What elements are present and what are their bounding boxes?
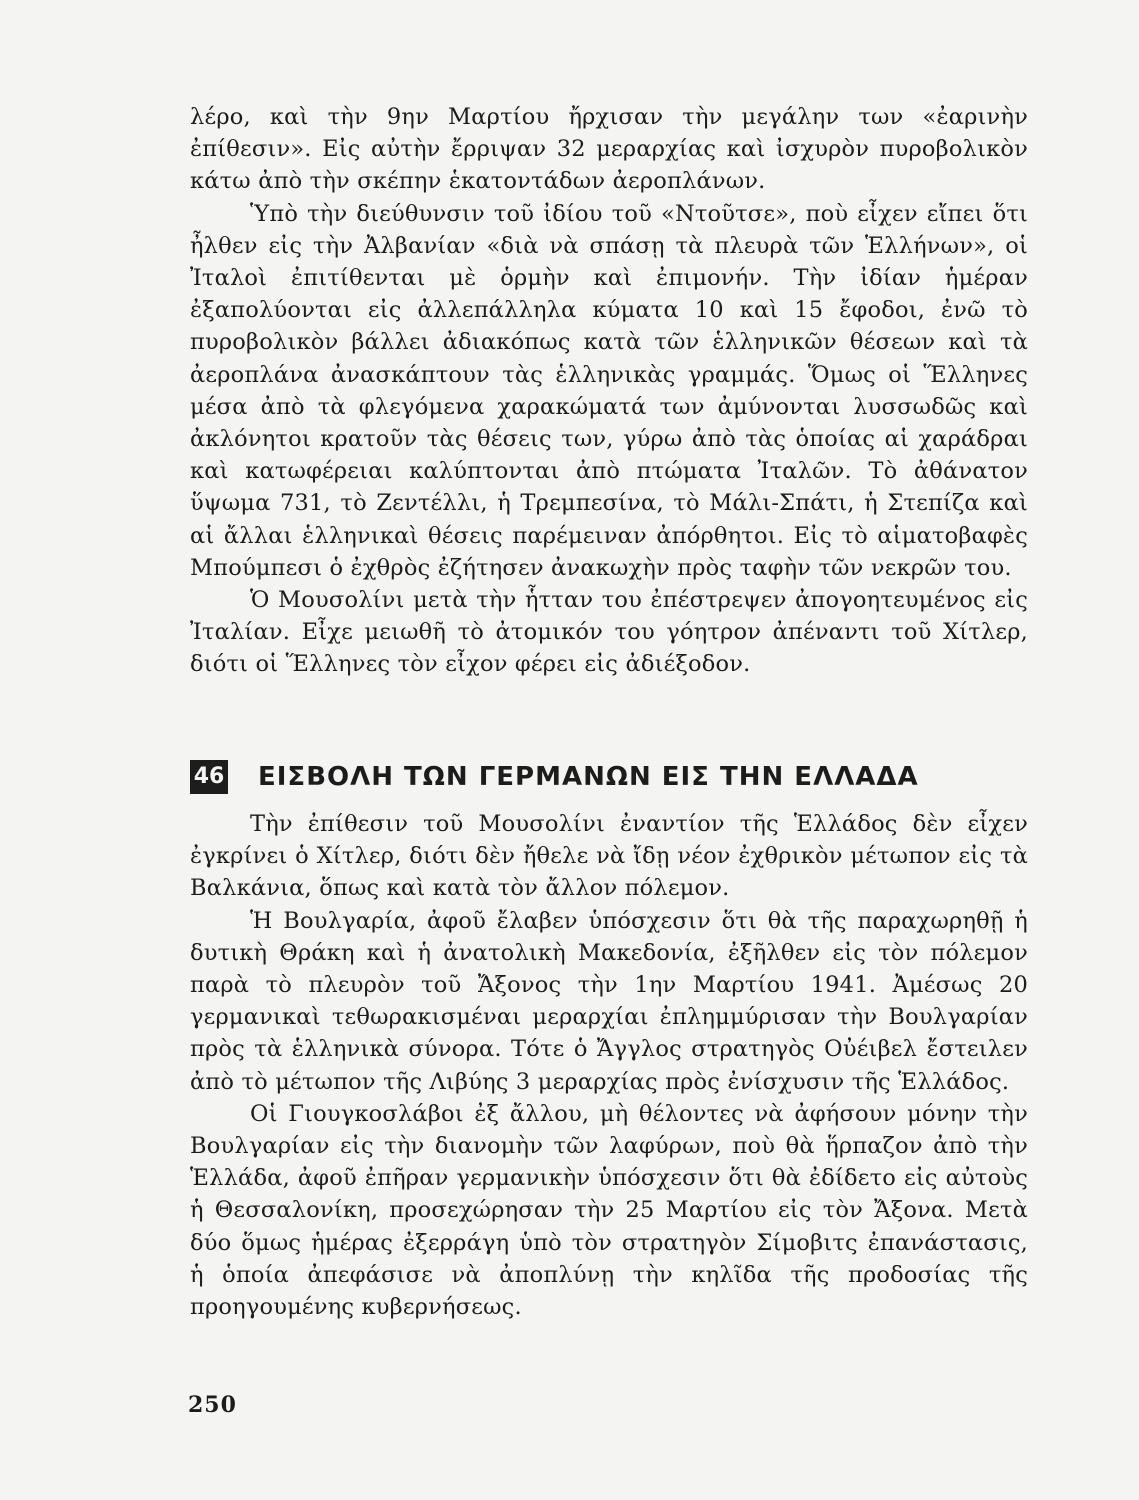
bottom-text-block (190, 808, 1028, 1323)
paragraph-hitler: Τὴν ἐπίθεσιν τοῦ Μουσολίνι ἐναντίον τῆς Ἑλλάδος δὲν εἶχεν ἐγκρίνει ὁ Χίτλερ, διότι δὲν ἤθελε νὰ ἴδῃ νέον ἐχθρικὸν μέτωπον εἰς τὰ Βαλκάνια, ὅπως καὶ κατὰ τὸν ἄλλον πόλεμον. (190, 811, 1028, 902)
paragraph-mussolini-return: Ὁ Μουσολίνι μετὰ τὴν ἧτταν του ἐπέστρεψεν ἀπογοητευμένος εἰς Ἰταλίαν. Εἶχε μειωθῆ τὸ ἀτομικόν του γόητρον ἀπέναντι τοῦ Χίτλερ, διότι οἱ Ἕλληνες τὸν εἶχον φέρει εἰς ἀδιέξοδον. (190, 587, 1028, 678)
section-number-badge: 46 (190, 760, 228, 794)
paragraph-yugoslavs: Οἱ Γιουγκοσλάβοι ἐξ ἄλλου, μὴ θέλοντες νὰ ἀφήσουν μόνην τὴν Βουλγαρίαν εἰς τὴν διανομὴν τῶν λαφύρων, ποὺ θὰ ἥρπαζον ἀπὸ τὴν Ἑλλάδα, ἀφοῦ ἐπῆραν γερμανικὴν ὑπόσχεσιν ὅτι θὰ ἐδίδετο εἰς αὐτοὺς ἡ Θεσσαλονίκη, προσεχώρησαν τὴν 25 Μαρτίου εἰς τὸν Ἄξονα. Μετὰ δύο ὅμως ἡμέρας ἐξερράγη ὑπὸ τὸν στρατηγὸν Σίμοβιτς ἐπανάστασις, ἡ ὁποία ἀπεφάσισε νὰ ἀποπλύνῃ τὴν κηλῖδα τῆς προδοσίας τῆς προηγουμένης κυβερνήσεως. (190, 1100, 1028, 1321)
page-number: 250 (188, 1392, 237, 1418)
paragraph-bulgaria: Ἡ Βουλγαρία, ἀφοῦ ἔλαβεν ὑπόσχεσιν ὅτι θὰ τῆς παραχωρηθῇ ἡ δυτικὴ Θράκη καὶ ἡ ἀνατολικὴ Μακεδονία, ἐξῆλθεν εἰς τὸν πόλεμον παρὰ τὸ πλευρὸν τοῦ Ἄξονος τὴν 1ην Μαρτίου 1941. Ἀμέσως 20 γερμανικαὶ τεθωρακισμέναι μεραρχίαι ἐπλημμύρισαν τὴν Βουλγαρίαν πρὸς τὰ ἑλληνικὰ σύνορα. Τότε ὁ Ἄγγλος στρατηγὸς Οὐέιβελ ἔστειλεν ἀπὸ τὸ μέτωπον τῆς Λιβύης 3 μεραρχίας πρὸς ἐνίσχυσιν τῆς Ἑλλάδος. (190, 907, 1028, 1095)
top-text-block (190, 101, 1028, 681)
section-title: ΕΙΣΒΟΛΗ ΤΩΝ ΓΕΡΜΑΝΩΝ ΕΙΣ ΤΗΝ ΕΛΛΑΔΑ (258, 762, 919, 792)
section-heading (190, 757, 1028, 797)
paragraph-continued: λέρο, καὶ τὴν 9ην Μαρτίου ἤρχισαν τὴν μεγάλην των «ἐαρινὴν ἐπίθεσιν». Εἰς αὐτὴν ἔρριψαν 32 μεραρχίας καὶ ἰσχυρὸν πυροβολικὸν κάτω ἀπὸ τὴν σκέπην ἑκατοντάδων ἀεροπλάνων. (190, 104, 1028, 195)
paragraph-duce-attack: Ὑπὸ τὴν διεύθυνσιν τοῦ ἰδίου τοῦ «Ντοῦτσε», ποὺ εἶχεν εἴπει ὅτι ἦλθεν εἰς τὴν Ἀλβανίαν «διὰ νὰ σπάσῃ τὰ πλευρὰ τῶν Ἑλλήνων», οἱ Ἰταλοὶ ἐπιτίθενται μὲ ὁρμὴν καὶ ἐπιμονήν. Τὴν ἰδίαν ἡμέραν ἐξαπολύονται εἰς ἀλλεπάλληλα κύματα 10 καὶ 15 ἔφοδοι, ἐνῶ τὸ πυροβολικὸν βάλλει ἀδιακόπως κατὰ τῶν ἑλληνικῶν θέσεων καὶ τὰ ἀεροπλάνα ἀνασκάπτουν τὰς ἑλληνικὰς γραμμάς. Ὅμως οἱ Ἕλληνες μέσα ἀπὸ τὰ φλεγόμενα χαρακώματά των ἀμύνονται λυσσωδῶς καὶ ἀκλόνητοι κρατοῦν τὰς θέσεις των, γύρω ἀπὸ τὰς ὁποίας αἱ χαράδραι καὶ κατωφέρειαι καλύπτονται ἀπὸ πτώματα Ἰταλῶν. Τὸ ἀθάνατον ὕψωμα 731, τὸ Ζεντέλλι, ἡ Τρεμπεσίνα, τὸ Μάλι-Σπάτι, ἡ Στεπίζα καὶ αἱ ἄλλαι ἑλληνικαὶ θέσεις παρέμειναν ἀπόρθητοι. Εἰς τὸ αἱματοβαφὲς Μπούμπεσι ὁ ἐχθρὸς ἐζήτησεν ἀνακωχὴν πρὸς ταφὴν τῶν νεκρῶν του. (190, 200, 1028, 581)
